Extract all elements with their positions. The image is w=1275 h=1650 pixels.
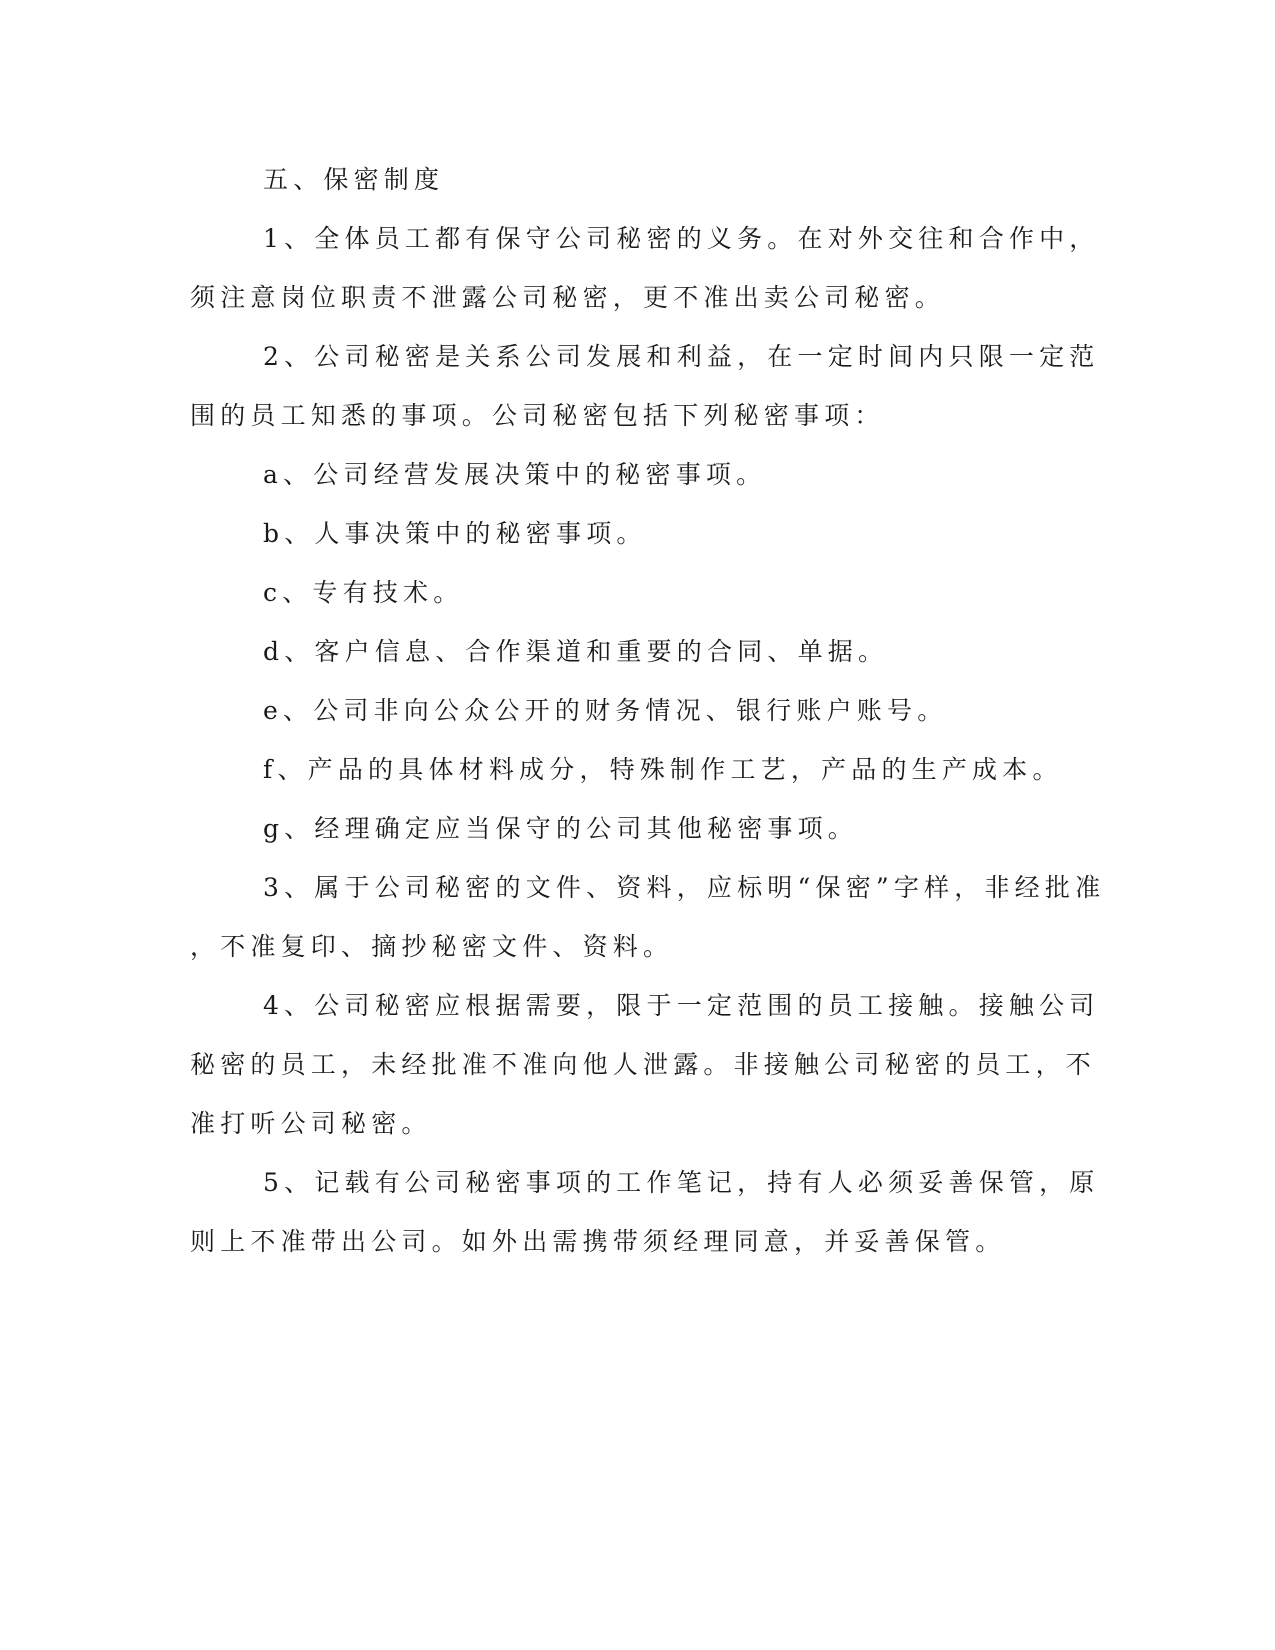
- list-item: e、公司非向公众公开的财务情况、银行账户账号。: [263, 696, 948, 725]
- paragraph-line: 秘密的员工，未经批准不准向他人泄露。非接触公司秘密的员工，不: [190, 1050, 1097, 1079]
- paragraph-line: 3、属于公司秘密的文件、资料，应标明“保密”字样，非经批准: [263, 873, 1106, 902]
- paragraph-line: 围的员工知悉的事项。公司秘密包括下列秘密事项：: [190, 401, 885, 430]
- list-item: b、人事决策中的秘密事项。: [263, 519, 647, 548]
- paragraph-line: 准打听公司秘密。: [190, 1109, 432, 1138]
- paragraph-line: 4、公司秘密应根据需要，限于一定范围的员工接触。接触公司: [263, 991, 1100, 1020]
- paragraph-line: 2、公司秘密是关系公司发展和利益，在一定时间内只限一定范: [263, 342, 1100, 371]
- list-item: a、公司经营发展决策中的秘密事项。: [263, 460, 767, 489]
- paragraph-line: 则上不准带出公司。如外出需携带须经理同意，并妥善保管。: [190, 1227, 1006, 1256]
- section-heading: 五、保密制度: [263, 165, 445, 194]
- list-item: f、产品的具体材料成分，特殊制作工艺，产品的生产成本。: [263, 755, 1063, 784]
- paragraph-line: ，不准复印、摘抄秘密文件、资料。: [190, 932, 674, 961]
- paragraph-line: 须注意岗位职责不泄露公司秘密，更不准出卖公司秘密。: [190, 283, 946, 312]
- list-item: c、专有技术。: [263, 578, 464, 607]
- paragraph-line: 1、全体员工都有保守公司秘密的义务。在对外交往和合作中，: [263, 224, 1100, 253]
- list-item: g、经理确定应当保守的公司其他秘密事项。: [263, 814, 859, 843]
- paragraph-line: 5、记载有公司秘密事项的工作笔记，持有人必须妥善保管，原: [263, 1168, 1100, 1197]
- list-item: d、客户信息、合作渠道和重要的合同、单据。: [263, 637, 889, 666]
